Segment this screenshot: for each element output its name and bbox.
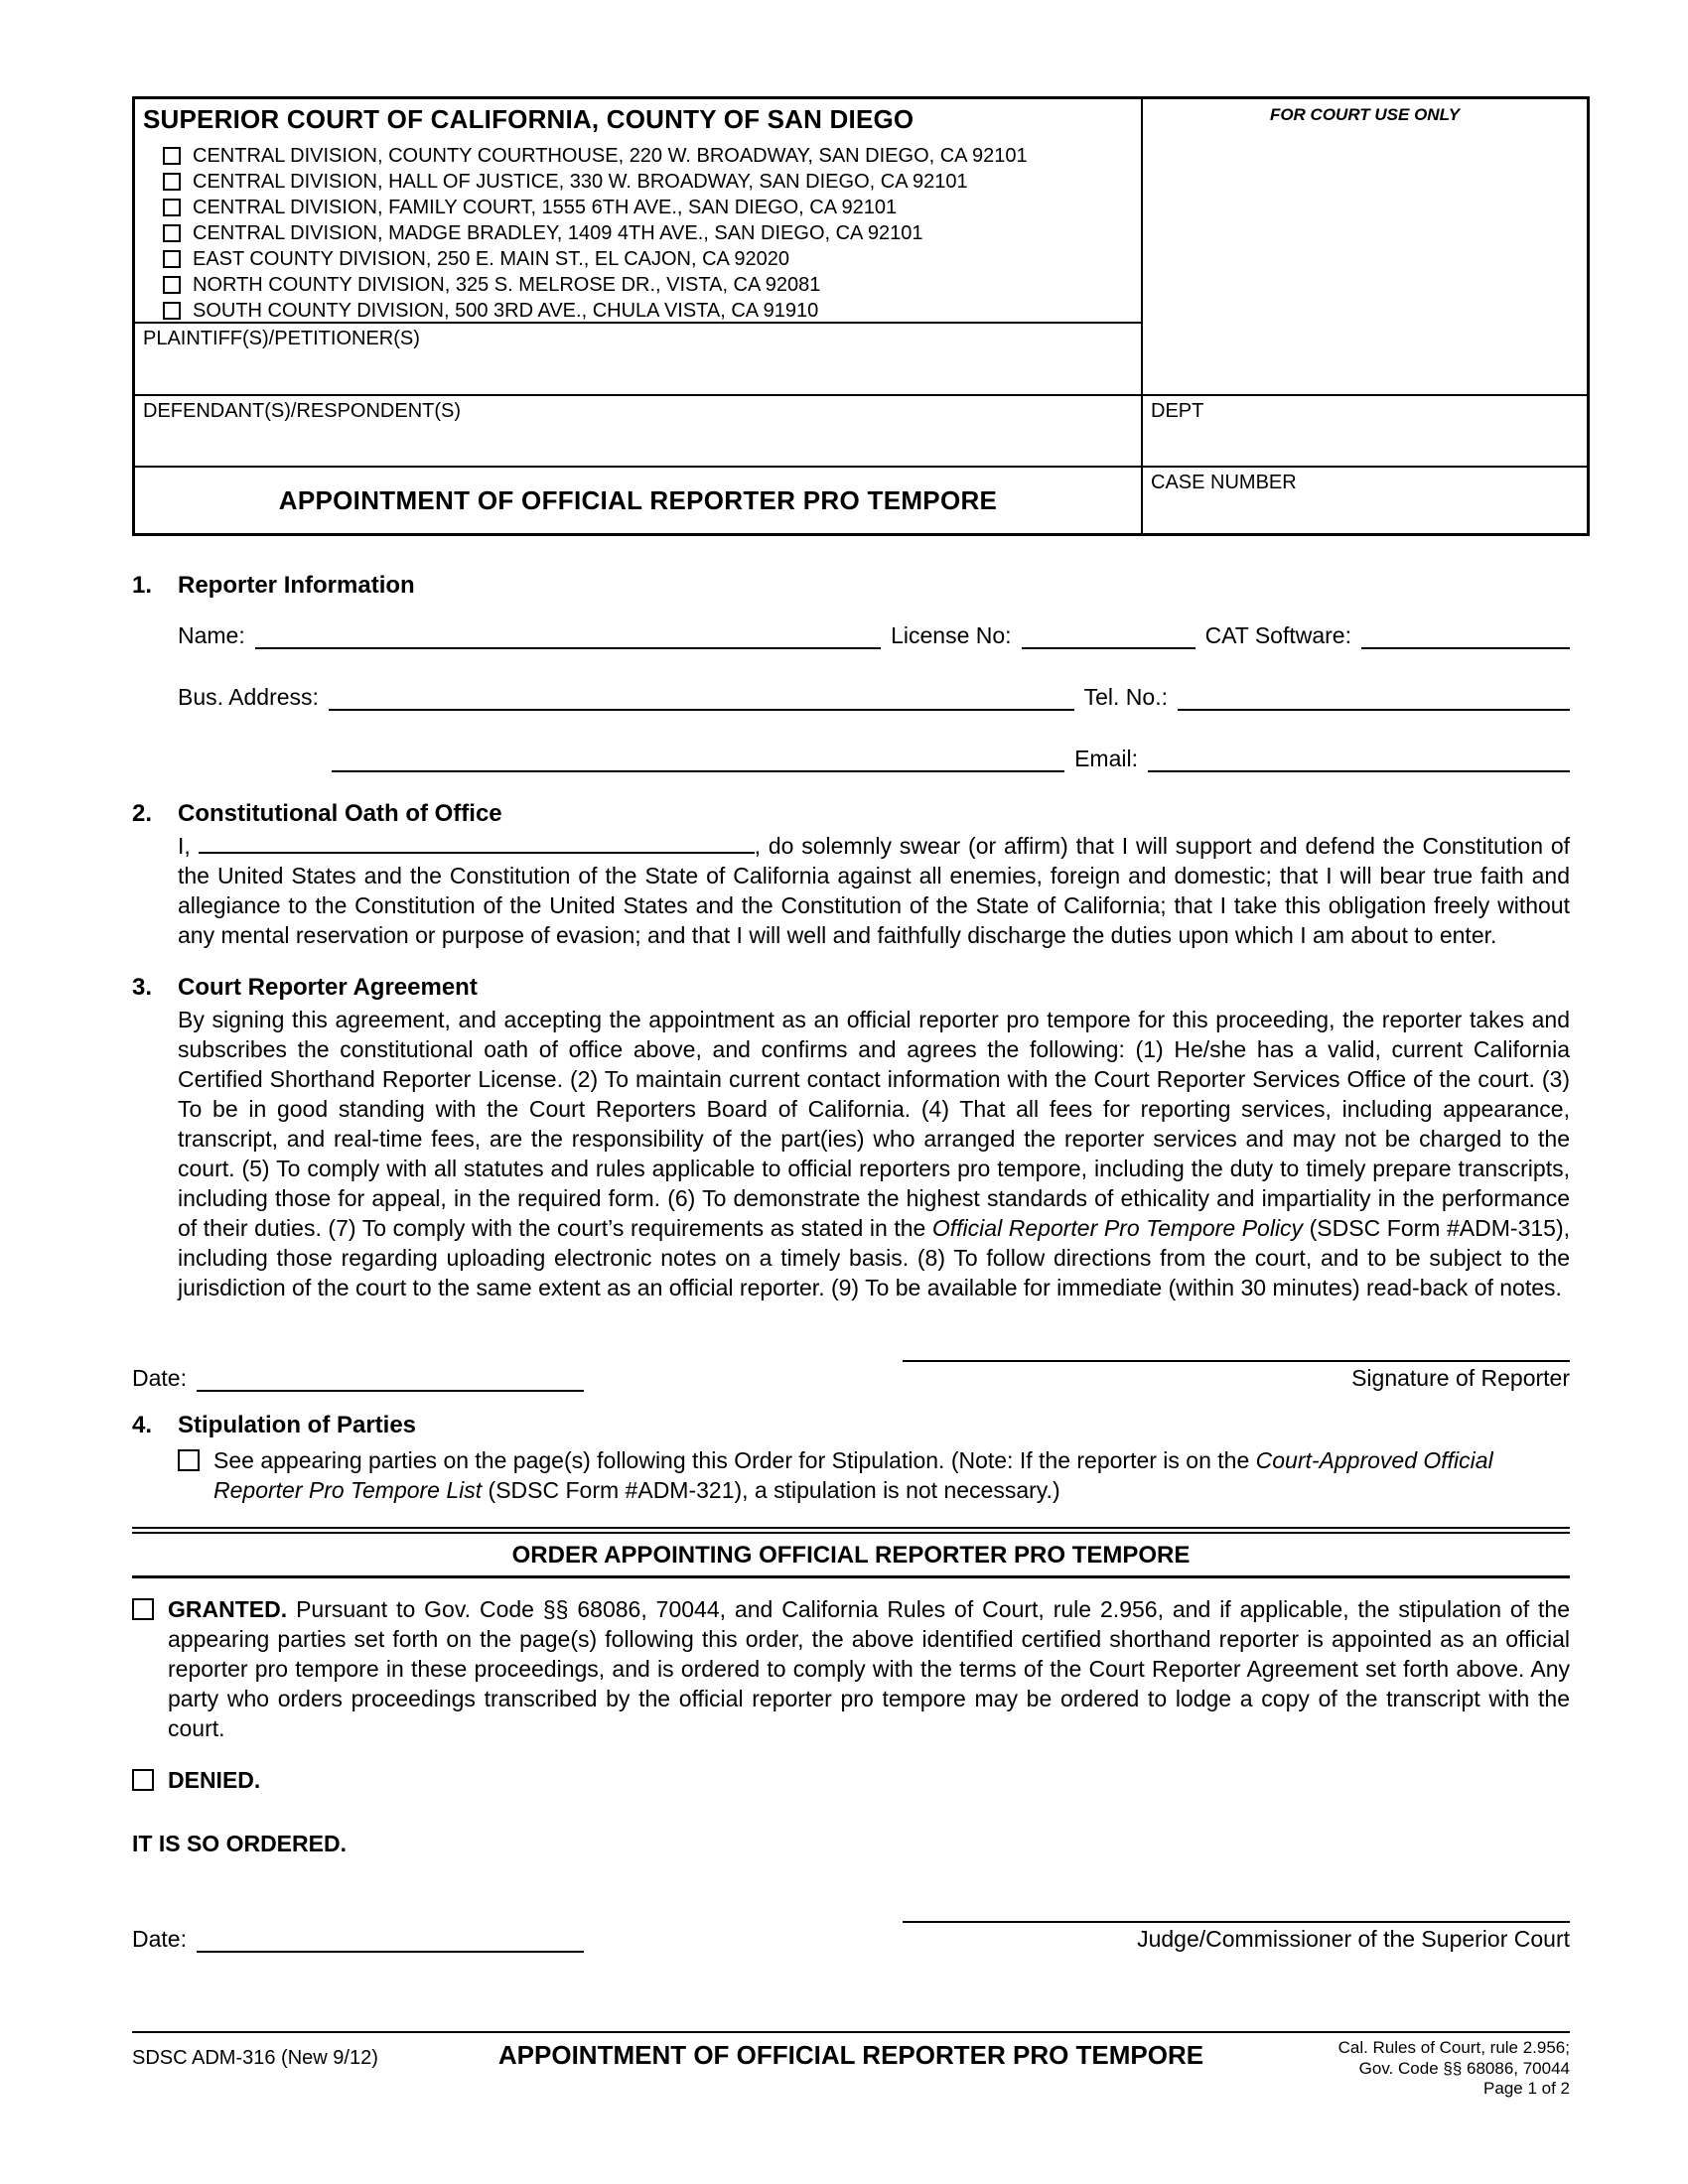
division-label: CENTRAL DIVISION, FAMILY COURT, 1555 6TH AVE., SAN DIEGO, CA 92101: [193, 196, 898, 218]
footer-citation-block: [1203, 2038, 1570, 2100]
reporter-email-row: [178, 745, 1570, 772]
reporter-date-label: Date:: [132, 1365, 187, 1391]
form-header-box: [132, 96, 1590, 536]
name-label: Name:: [178, 622, 245, 648]
reporter-address-row: [178, 683, 1570, 711]
form-title-cell: [135, 466, 1143, 533]
oath-text: , do solemnly swear (or affirm) that I will support and defend the Constitution of the United States and the Constitution of the State of California against all enemies, foreign and domestic; that I will bear true faith and allegiance to the Constitution of the United States and the Constitution of the State of California; that I take this obligation freely without any mental reservation or purpose of evasion; and that I will well and faithfully discharge the duties upon which I am about to enter.: [178, 833, 1571, 948]
division-row: [163, 298, 1133, 324]
division-row: [163, 195, 1133, 220]
name-field[interactable]: [255, 621, 881, 649]
order-divider-bottom: [132, 1575, 1570, 1578]
section-3-title: Court Reporter Agreement: [178, 974, 478, 1001]
order-divider-top: [132, 1527, 1570, 1534]
division-row: [163, 143, 1133, 169]
division-checkbox-hall-of-justice[interactable]: [163, 173, 181, 191]
division-label: CENTRAL DIVISION, HALL OF JUSTICE, 330 W. BROADWAY, SAN DIEGO, CA 92101: [193, 170, 968, 193]
judge-date-field[interactable]: [197, 1925, 584, 1953]
plaintiff-cell[interactable]: [135, 322, 1143, 394]
division-checkbox-family-court[interactable]: [163, 199, 181, 216]
section-reporter-information-body: [178, 621, 1570, 772]
granted-text-block: [168, 1594, 1570, 1743]
agreement-paragraph: [178, 1005, 1570, 1302]
section-agreement-heading: [132, 974, 1570, 1002]
footer-citation-line2: Gov. Code §§ 68086, 70044: [1358, 2058, 1570, 2078]
section-1-number: 1.: [132, 572, 153, 599]
division-label: EAST COUNTY DIVISION, 250 E. MAIN ST., EL CAJON, CA 92020: [193, 247, 789, 270]
case-number-cell[interactable]: [1143, 466, 1587, 533]
section-agreement-body: [178, 1005, 1570, 1302]
signature-of-reporter-caption: Signature of Reporter: [1351, 1365, 1570, 1391]
form-title: APPOINTMENT OF OFFICIAL REPORTER PRO TEMPORE: [278, 484, 998, 515]
division-row: [163, 246, 1133, 272]
form-footer: [132, 2031, 1570, 2100]
section-stipulation-heading: [132, 1412, 1570, 1439]
court-info-cell: [135, 99, 1143, 322]
division-row: [163, 272, 1133, 298]
judge-signature-group: [903, 1895, 1570, 1953]
division-row: [163, 220, 1133, 246]
case-number-label: CASE NUMBER: [1151, 472, 1297, 493]
it-is-so-ordered: IT IS SO ORDERED.: [132, 1831, 347, 1856]
cat-software-label: CAT Software:: [1204, 622, 1351, 648]
bus-address-label: Bus. Address:: [178, 684, 319, 710]
defendant-label: DEFENDANT(S)/RESPONDENT(S): [143, 400, 462, 422]
granted-option: [132, 1594, 1570, 1743]
section-4-title: Stipulation of Parties: [178, 1412, 417, 1438]
division-list: [163, 143, 1133, 324]
reporter-signature-group: [903, 1334, 1570, 1392]
division-checkbox-madge-bradley[interactable]: [163, 224, 181, 242]
judge-signature-field[interactable]: [903, 1895, 1570, 1923]
denied-checkbox[interactable]: [132, 1769, 154, 1791]
reporter-date-field[interactable]: [197, 1364, 584, 1392]
email-field[interactable]: [1148, 745, 1570, 772]
granted-label: GRANTED.: [168, 1596, 288, 1622]
email-label: Email:: [1074, 746, 1138, 771]
order-heading: ORDER APPOINTING OFFICIAL REPORTER PRO TEMPORE: [511, 1542, 1191, 1569]
reporter-signature-row: [132, 1334, 1570, 1392]
granted-checkbox[interactable]: [132, 1598, 154, 1620]
reporter-date-group: [132, 1364, 584, 1392]
section-1-title: Reporter Information: [178, 572, 415, 599]
division-label: CENTRAL DIVISION, MADGE BRADLEY, 1409 4TH AVE., SAN DIEGO, CA 92101: [193, 221, 923, 244]
tel-no-label: Tel. No.:: [1083, 684, 1168, 710]
division-checkbox-central-courthouse[interactable]: [163, 147, 181, 165]
oath-lead-in: I,: [178, 833, 191, 859]
division-row: [163, 169, 1133, 195]
license-no-label: License No:: [891, 622, 1012, 648]
for-court-use-label: FOR COURT USE ONLY: [1269, 105, 1461, 124]
agreement-policy-title: Official Reporter Pro Tempore Policy: [931, 1215, 1304, 1241]
oath-name-field[interactable]: [199, 832, 755, 854]
division-checkbox-north-county[interactable]: [163, 276, 181, 294]
division-checkbox-south-county[interactable]: [163, 302, 181, 320]
stipulation-text: [213, 1445, 1570, 1505]
division-label: NORTH COUNTY DIVISION, 325 S. MELROSE DR., VISTA, CA 92081: [193, 273, 821, 296]
section-reporter-information-heading: [132, 572, 1570, 600]
stipulation-text-part2: (SDSC Form #ADM-321), a stipulation is not necessary.): [482, 1477, 1060, 1503]
section-oath-body: [178, 831, 1570, 950]
granted-text: Pursuant to Gov. Code §§ 68086, 70044, and California Rules of Court, rule 2.956, and if applicable, the stipulation of the appearing parties set forth on the page(s) following this order, the above identified certified shorthand reporter is appointed as an official reporter pro tempore in these proceedings, and is ordered to comply with the terms of the Court Reporter Agreement set forth above. Any party who orders proceedings transcribed by the official reporter pro tempore may be ordered to lodge a copy of the transcript with the court.: [168, 1596, 1571, 1741]
section-stipulation-body: [178, 1445, 1570, 1505]
footer-form-id: SDSC ADM-316 (New 9/12): [132, 2047, 378, 2069]
section-3-number: 3.: [132, 974, 153, 1001]
stipulation-text-part1: See appearing parties on the page(s) following this Order for Stipulation. (Note: If the reporter is on the: [213, 1447, 1256, 1473]
section-oath-heading: [132, 800, 1570, 828]
division-label: CENTRAL DIVISION, COUNTY COURTHOUSE, 220 W. BROADWAY, SAN DIEGO, CA 92101: [193, 144, 1028, 167]
division-checkbox-east-county[interactable]: [163, 250, 181, 268]
section-2-number: 2.: [132, 800, 153, 827]
denied-option: [132, 1765, 1570, 1795]
cat-software-field[interactable]: [1361, 621, 1570, 649]
oath-paragraph: [178, 831, 1570, 950]
court-title: SUPERIOR COURT OF CALIFORNIA, COUNTY OF SAN DIEGO: [143, 104, 914, 134]
tel-no-field[interactable]: [1178, 683, 1570, 711]
denied-text-block: [168, 1765, 1570, 1795]
judge-signature-row: [132, 1895, 1570, 1953]
stipulation-checkbox[interactable]: [178, 1449, 200, 1471]
stipulation-option: [178, 1445, 1570, 1505]
section-4-number: 4.: [132, 1412, 153, 1438]
footer-title: APPOINTMENT OF OFFICIAL REPORTER PRO TEMPORE: [497, 2040, 1204, 2070]
agreement-text-part1: By signing this agreement, and accepting the appointment as an official reporter pro tempore for this proceeding, the reporter takes and subscribes the constitutional oath of office above, and confirms and agrees the following: (1) He/she has a valid, current California Certified Shorthand Reporter License. (2) To maintain current contact information with the Court Reporter Services Office of the court. (3) To be in good standing with the Court Reporters Board of California. (4) That all fees for reporting services, including appearance, transcript, and real-time fees, are the responsibility of the part(ies) who arranged the reporter services and may not be charged to the court. (5) To comply with all statutes and rules applicable to official reporters pro tempore, including the duty to timely prepare transcripts, including those for appeal, in the required form. (6) To demonstrate the highest standards of ethicality and impartiality in the performance of their duties. (7) To comply with the court’s requirements as stated in the: [178, 1007, 1570, 1241]
agreement-text-part2: (SDSC Form #ADM-315), including those regarding uploading electronic notes on a timely basis. (8) To follow directions from the court, and to be subject to the jurisdiction of the court to the same extent as an official reporter. (9) To be available for immediate (within 30 minutes) read-back of notes.: [178, 1215, 1571, 1300]
footer-citation-line1: Cal. Rules of Court, rule 2.956;: [1337, 2038, 1570, 2057]
judge-date-group: [132, 1925, 584, 1953]
defendant-cell[interactable]: [135, 394, 1143, 466]
dept-label: DEPT: [1151, 400, 1204, 422]
section-2-title: Constitutional Oath of Office: [178, 800, 502, 827]
denied-label: DENIED.: [168, 1767, 261, 1793]
dept-cell[interactable]: [1143, 394, 1587, 466]
stipulation-list-title: Court-Approved Official Reporter Pro Tempore List: [213, 1447, 1493, 1503]
division-label: SOUTH COUNTY DIVISION, 500 3RD AVE., CHULA VISTA, CA 91910: [193, 299, 819, 322]
for-court-use-cell: [1143, 99, 1587, 394]
footer-page-info: Page 1 of 2: [1483, 2079, 1570, 2099]
bus-address-field[interactable]: [329, 683, 1074, 711]
license-no-field[interactable]: [1022, 621, 1196, 649]
judge-commissioner-caption: Judge/Commissioner of the Superior Court: [1137, 1926, 1570, 1952]
bus-address-field-line2[interactable]: [332, 745, 1064, 772]
reporter-signature-field[interactable]: [903, 1334, 1570, 1362]
judge-date-label: Date:: [132, 1926, 187, 1952]
reporter-name-row: [178, 621, 1570, 649]
plaintiff-label: PLAINTIFF(S)/PETITIONER(S): [143, 328, 420, 349]
